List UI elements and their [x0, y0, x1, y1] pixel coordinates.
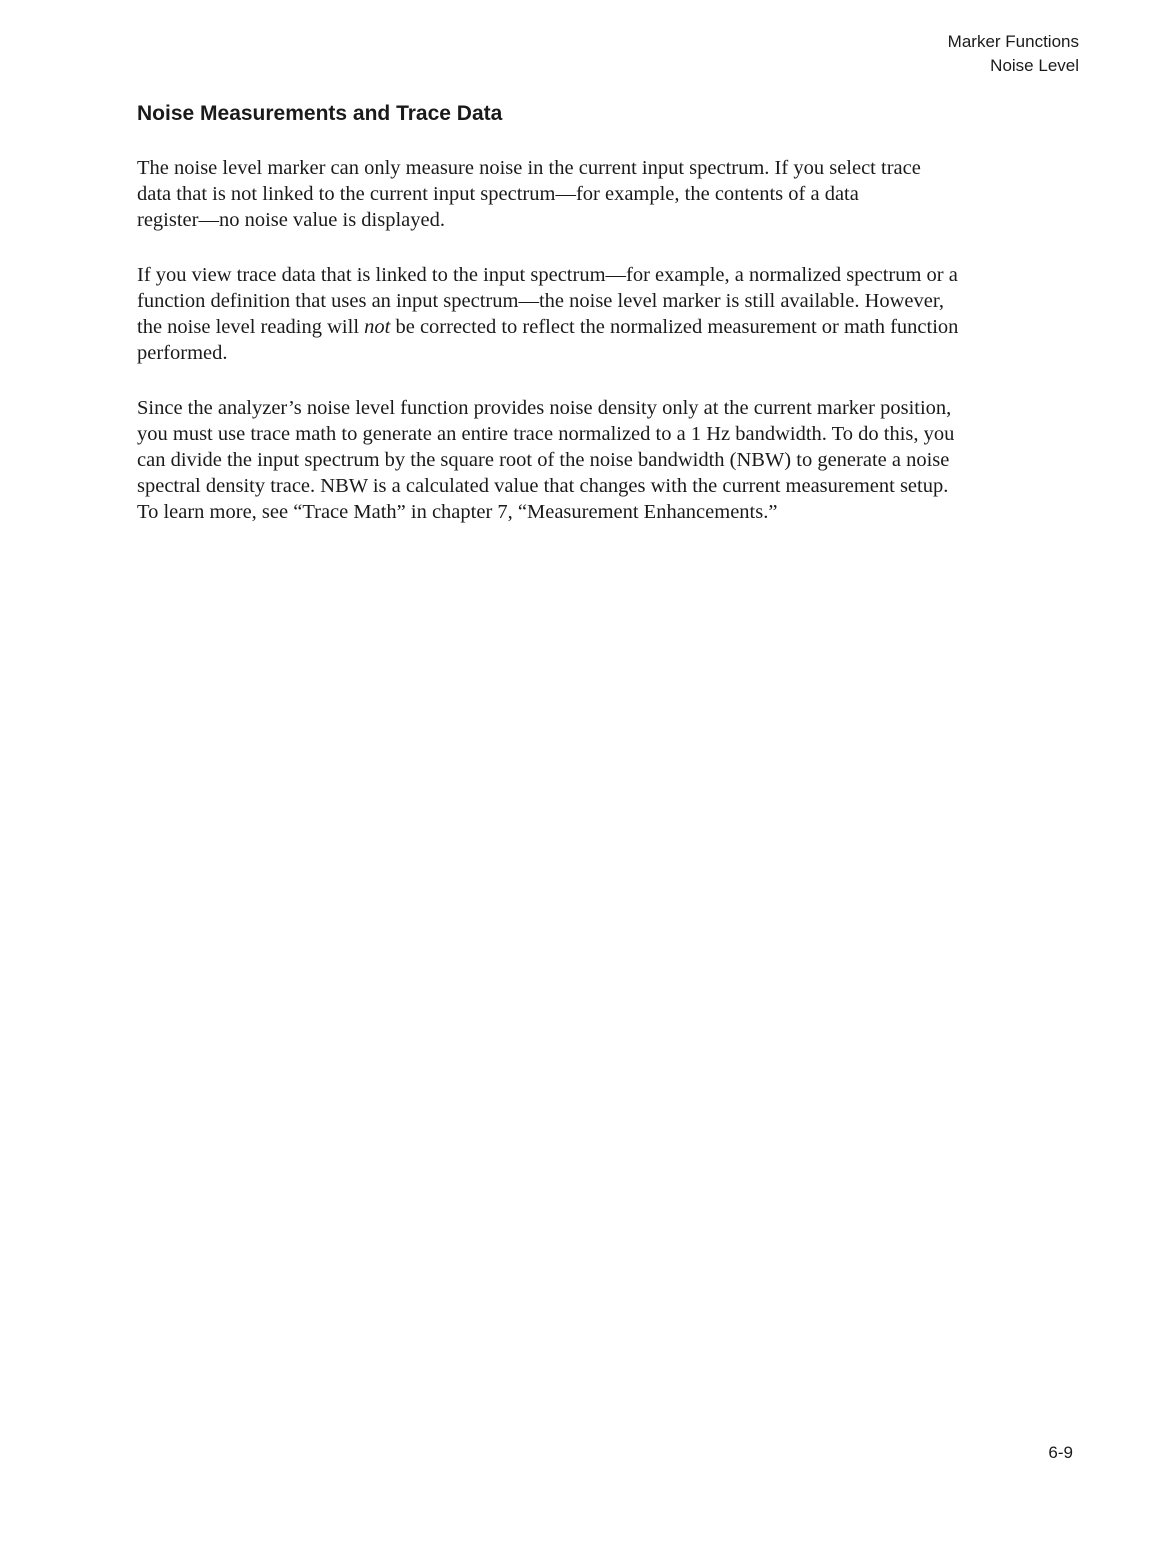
paragraph-line: function definition that uses an input spectrum—the noise level marker is still available. However, — [137, 290, 945, 312]
running-header — [948, 30, 1079, 78]
paragraph-line: Since the analyzer’s noise level function provides noise density only at the current marker position, — [137, 397, 952, 419]
paragraph-line: performed. — [137, 342, 228, 364]
paragraph-line: data that is not linked to the current input spectrum—for example, the contents of a data — [137, 183, 859, 205]
paragraph-line: can divide the input spectrum by the square root of the noise bandwidth (NBW) to generate a noise — [137, 449, 950, 471]
paragraph-linked-trace-data — [137, 262, 1077, 366]
paragraph-line: The noise level marker can only measure noise in the current input spectrum. If you select trace — [137, 157, 921, 179]
paragraph-line: you must use trace math to generate an entire trace normalized to a 1 Hz bandwidth. To do this, you — [137, 423, 955, 445]
paragraph-noise-measurement — [137, 155, 1077, 233]
running-header-topic: Noise Level — [990, 56, 1079, 75]
page-number: 6-9 — [1048, 1443, 1073, 1462]
paragraph-line: register—no noise value is displayed. — [137, 209, 446, 231]
paragraph-line: To learn more, see “Trace Math” in chapter 7, “Measurement Enhancements.” — [137, 501, 778, 523]
text-segment: the noise level reading will — [137, 316, 365, 338]
section-heading: Noise Measurements and Trace Data — [137, 102, 503, 125]
paragraph-noise-density-trace — [137, 395, 1077, 525]
paragraph-line: spectral density trace. NBW is a calculated value that changes with the current measurement setup. — [137, 475, 949, 497]
text-segment: be corrected to reflect the normalized measurement or math function — [390, 316, 959, 338]
running-header-chapter: Marker Functions — [947, 32, 1079, 51]
emphasis-text: not — [364, 316, 391, 338]
paragraph-line — [137, 314, 1077, 340]
paragraph-line: If you view trace data that is linked to the input spectrum—for example, a normalized spectrum or a — [137, 264, 958, 286]
